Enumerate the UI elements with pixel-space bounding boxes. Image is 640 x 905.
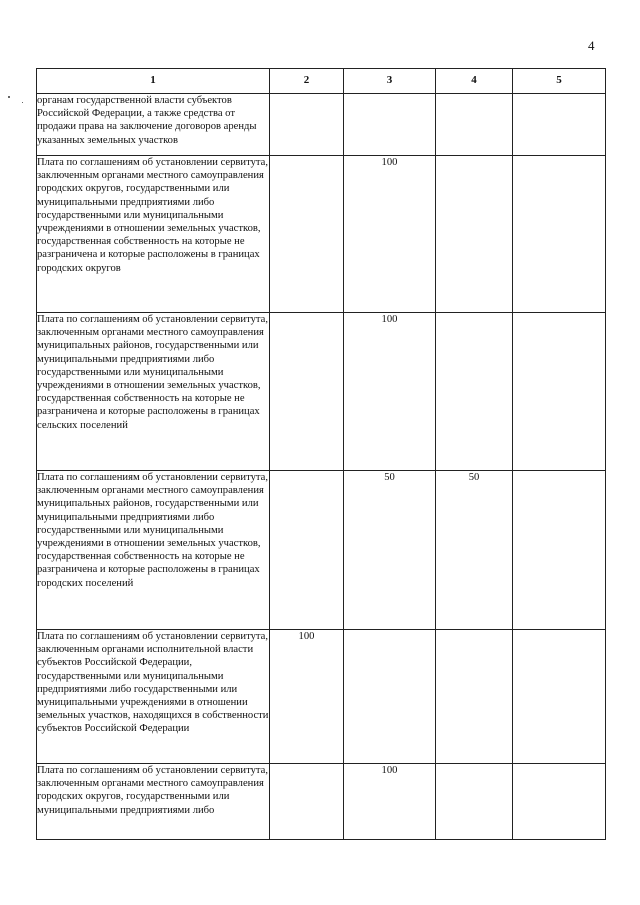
- cell-col5: [513, 764, 606, 840]
- cell-col5: [513, 471, 606, 630]
- cell-col2: [270, 94, 344, 156]
- cell-col4: [436, 94, 513, 156]
- cell-col4: [436, 764, 513, 840]
- row-description: Плата по соглашениям об установлении сервитута, заключенным органами местного самоуправления муниципальных районов, государственными или муниципальными предприятиями либо государственными или муниципальными учреждениями в отношении земельных участков, государственная собственность на которые не разграничена и которые расположены в границах городских поселений: [37, 471, 270, 630]
- column-header: 2: [270, 69, 344, 94]
- cell-col5: [513, 630, 606, 764]
- table-row: [37, 630, 606, 764]
- cell-col3: [344, 94, 436, 156]
- row-description: Плата по соглашениям об установлении сервитута, заключенным органами местного самоуправления городских округов, государственными или муниципальными предприятиями либо государственными или муниципальными учреждениями в отношении земельных участков, государственная собственность на которые не разграничена и которые расположены в границах городских округов: [37, 156, 270, 313]
- scan-speck: [22, 102, 23, 103]
- cell-col4: [436, 313, 513, 471]
- cell-col3: 100: [344, 764, 436, 840]
- cell-col2: 100: [270, 630, 344, 764]
- cell-col5: [513, 313, 606, 471]
- cell-col4: [436, 630, 513, 764]
- cell-col5: [513, 156, 606, 313]
- column-header: 4: [436, 69, 513, 94]
- cell-col4: 50: [436, 471, 513, 630]
- table-row: [37, 764, 606, 840]
- table-row: [37, 471, 606, 630]
- cell-col5: [513, 94, 606, 156]
- row-description: Плата по соглашениям об установлении сервитута, заключенным органами местного самоуправления муниципальных районов, государственными или муниципальными предприятиями либо государственными или муниципальными учреждениями в отношении земельных участков, государственная собственность на которые не разграничена и которые расположены в границах сельских поселений: [37, 313, 270, 471]
- cell-col2: [270, 313, 344, 471]
- table-row: [37, 156, 606, 313]
- cell-col3: 100: [344, 156, 436, 313]
- page-number: 4: [588, 38, 595, 53]
- column-header: 5: [513, 69, 606, 94]
- table-row: [37, 94, 606, 156]
- cell-col3: 100: [344, 313, 436, 471]
- row-description: Плата по соглашениям об установлении сервитута, заключенным органами исполнительной власти субъектов Российской Федерации, государственными или муниципальными предприятиями либо государственными или муниципальными учреждениями в отношении земельных участков, находящихся в собственности субъектов Российской Федерации: [37, 630, 270, 764]
- cell-col3: [344, 630, 436, 764]
- row-description: Плата по соглашениям об установлении сервитута, заключенным органами местного самоуправления городских округов, государственными или муниципальными предприятиями либо: [37, 764, 270, 840]
- cell-col4: [436, 156, 513, 313]
- cell-col3: 50: [344, 471, 436, 630]
- table-header-row: [37, 69, 606, 94]
- revenue-distribution-table: [36, 68, 606, 840]
- scan-speck: [8, 96, 10, 98]
- column-header: 1: [37, 69, 270, 94]
- cell-col2: [270, 764, 344, 840]
- table-row: [37, 313, 606, 471]
- cell-col2: [270, 156, 344, 313]
- row-description: органам государственной власти субъектов Российской Федерации, а также средства от продажи права на заключение договоров аренды указанных земельных участков: [37, 94, 270, 156]
- cell-col2: [270, 471, 344, 630]
- column-header: 3: [344, 69, 436, 94]
